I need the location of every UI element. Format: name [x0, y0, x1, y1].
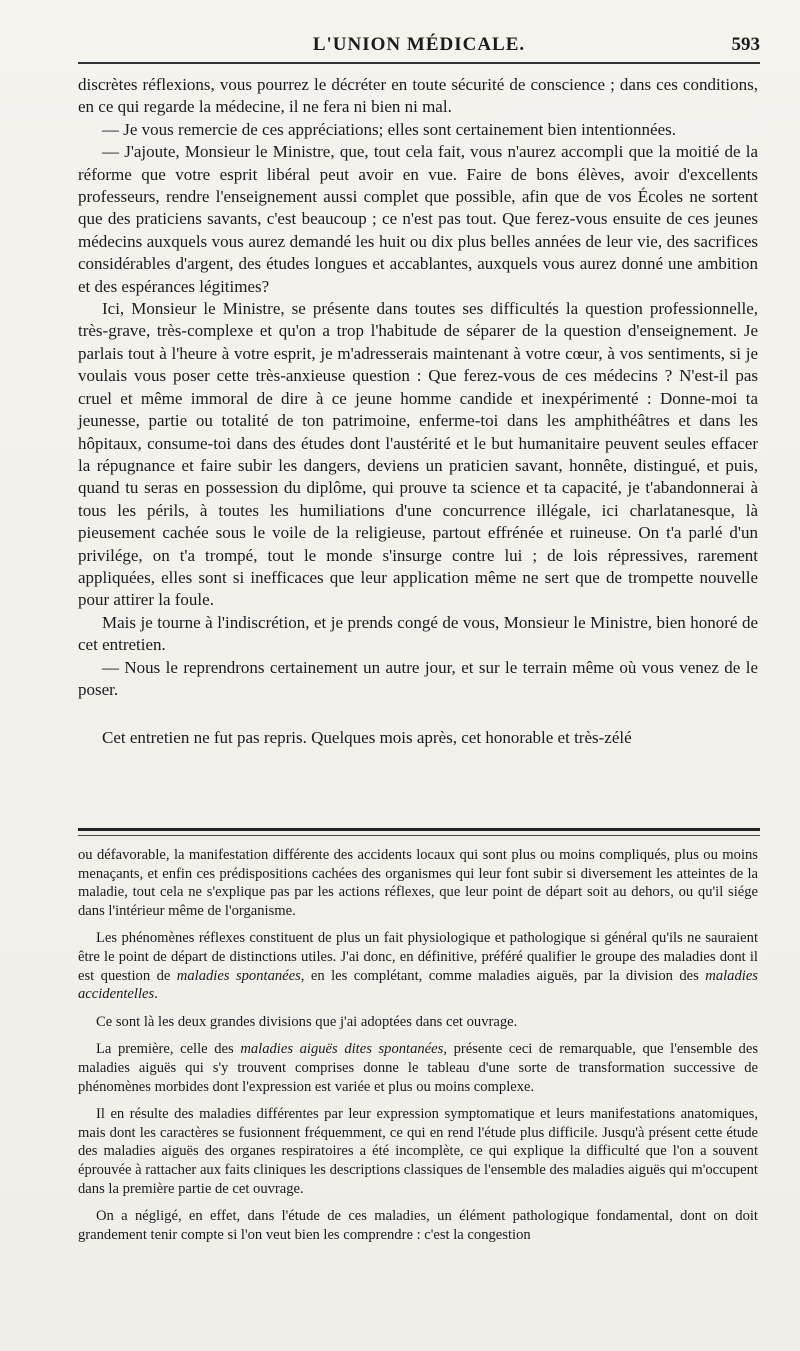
section-divider-thick	[78, 828, 760, 831]
italic-term: maladies aiguës dites spontanées	[240, 1041, 444, 1058]
paragraph: Ce sont là les deux grandes divisions que j'ai adoptées dans cet ouvrage.	[96, 1013, 518, 1030]
italic-term: maladies spontanées	[176, 967, 301, 984]
paragraph: Mais je tourne à l'indiscrétion, et je prends congé de vous, Monsieur le Ministre, bien honoré de cet entretien.	[78, 612, 758, 655]
paragraph	[78, 929, 758, 1003]
dialogue-article-text	[78, 74, 758, 750]
paragraph: — Nous le reprendrons certainement un autre jour, et sur le terrain même où vous venez de le poser.	[78, 657, 758, 699]
feuilleton-text	[78, 846, 758, 1244]
text-run: La première, celle des	[96, 1041, 241, 1058]
paragraph: On a négligé, en effet, dans l'étude de ces maladies, un élément pathologique fondamental, dont on doit grandement tenir compte si l'on veut bien les comprendre : c'est la congestion	[78, 1208, 758, 1243]
page-header	[78, 34, 760, 58]
paragraph: ou défavorable, la manifestation différente des accidents locaux qui sont plus ou moins compliqués, plus ou moins menaçants, et enfin ces prédispositions cachées des organismes qui leur font subir si diversement les atteintes de la maladie, tout cela ne s'explique pas par les actions réflexes, que leur point de départ soit au dehors, ou qu'il siége dans l'intérieur même de l'organisme.	[78, 847, 758, 919]
text-run: , en les complétant, comme maladies aiguës, par la division des	[300, 967, 706, 984]
paragraph: discrètes réflexions, vous pourrez le décréter en toute sécurité de conscience ; dans ces conditions, en ce qui regarde la médecine, il ne fera ni bien ni mal.	[78, 75, 758, 117]
text-run: Les phénomènes réflexes constituent de plus un fait physiologique et pathologique si général qu'ils ne sauraient être le point de départ de distinctions utiles. J'ai donc, en définitive, préféré qualifier le groupe des maladies dont il est question de	[78, 930, 758, 984]
paragraph: — Je vous remercie de ces appréciations; elles sont certainement bien intentionnées.	[102, 119, 677, 139]
paragraph: Ici, Monsieur le Ministre, se présente dans toutes ses difficultés la question professionnelle, très-grave, très-complexe et qu'on a trop l'habitude de séparer de la question d'enseignement. Je parlais tout à l'heure à votre esprit, je m'adresserais maintenant à votre cœur, à vos sentiments, si je voulais vous poser cette très-anxieuse question : Que ferez-vous de ces médecins ? N'est-il pas cruel et même immoral de dire à ce jeune homme candide et inexpérimenté : Donne-moi ta jeunesse, partie ou totalité de ton patrimoine, enferme-toi dans les amphithéâtres et dans les hôpitaux, consume-toi dans des études dont l'austérité et le but humanitaire peuvent seules effacer la répugnance et faire subir les dangers, deviens un praticien savant, honnête, distingué, et puis, quand tu seras en possession du diplôme, qui prouve ta science et ta capacité, je t'abandonnerai à tous les périls, à toutes les humiliations d'une concurrence illégale, ici charlatanesque, là pieusement cachée sous le voile de la religieuse, partout effrénée et ruineuse. On t'a parlé d'un privilége, on t'a trompé, tout le monde s'insurge contre lui ; de lois répressives, rarement appliquées, elles sont si inefficaces que leur application même ne sert que de trompette nouvelle pour attirer la foule.	[78, 299, 758, 610]
page-number: 593	[731, 34, 760, 55]
section-divider-thin	[78, 835, 760, 836]
header-rule	[78, 62, 760, 64]
paragraph: Il en résulte des maladies différentes par leur expression symptomatique et leurs manifestations anatomiques, mais dont les caractères se fusionnent fréquemment, ce qui en rend l'étude plus difficile. Jusqu'à présent cette étude des maladies aiguës des organes respiratoires a été incomplète, ce qui explique la difficulté que l'on a souvent éprouvée à rattacher aux faits cliniques les descriptions classiques de l'ensemble des maladies aiguës qui m'occupent dans la première partie de cet ouvrage.	[78, 1106, 758, 1197]
italic-term: maladies accidentelles	[78, 967, 758, 1003]
running-title: L'UNION MÉDICALE.	[312, 34, 526, 55]
text-run: .	[154, 986, 158, 1003]
paragraph	[78, 1040, 758, 1096]
paragraph: — J'ajoute, Monsieur le Ministre, que, tout cela fait, vous n'aurez accompli que la moitié de la réforme que votre esprit libéral peut avoir en vue. Faire de bons élèves, avoir d'excellents professeurs, rendre l'enseignement aussi complet que possible, afin que de vos Écoles ne sortent que des praticiens savants, c'est beaucoup ; ce n'est pas tout. Que ferez-vous ensuite de ces jeunes médecins auxquels vous aurez demandé les huit ou dix plus belles années de leur vie, des sacrifices considérables d'argent, des études longues et accablantes, auxquels vous aurez donné une ambition et des espérances légitimes?	[78, 142, 758, 296]
text-run: , présente ceci de remarquable, que l'ensemble des maladies aiguës qui s'y trouvent comprises donne le tableau d'une sorte de transformation successive de phénomènes morbides dont l'expression est variée et plus ou moins complexe.	[78, 1041, 758, 1095]
paragraph: Cet entretien ne fut pas repris. Quelques mois après, cet honorable et très-zélé	[102, 728, 632, 748]
